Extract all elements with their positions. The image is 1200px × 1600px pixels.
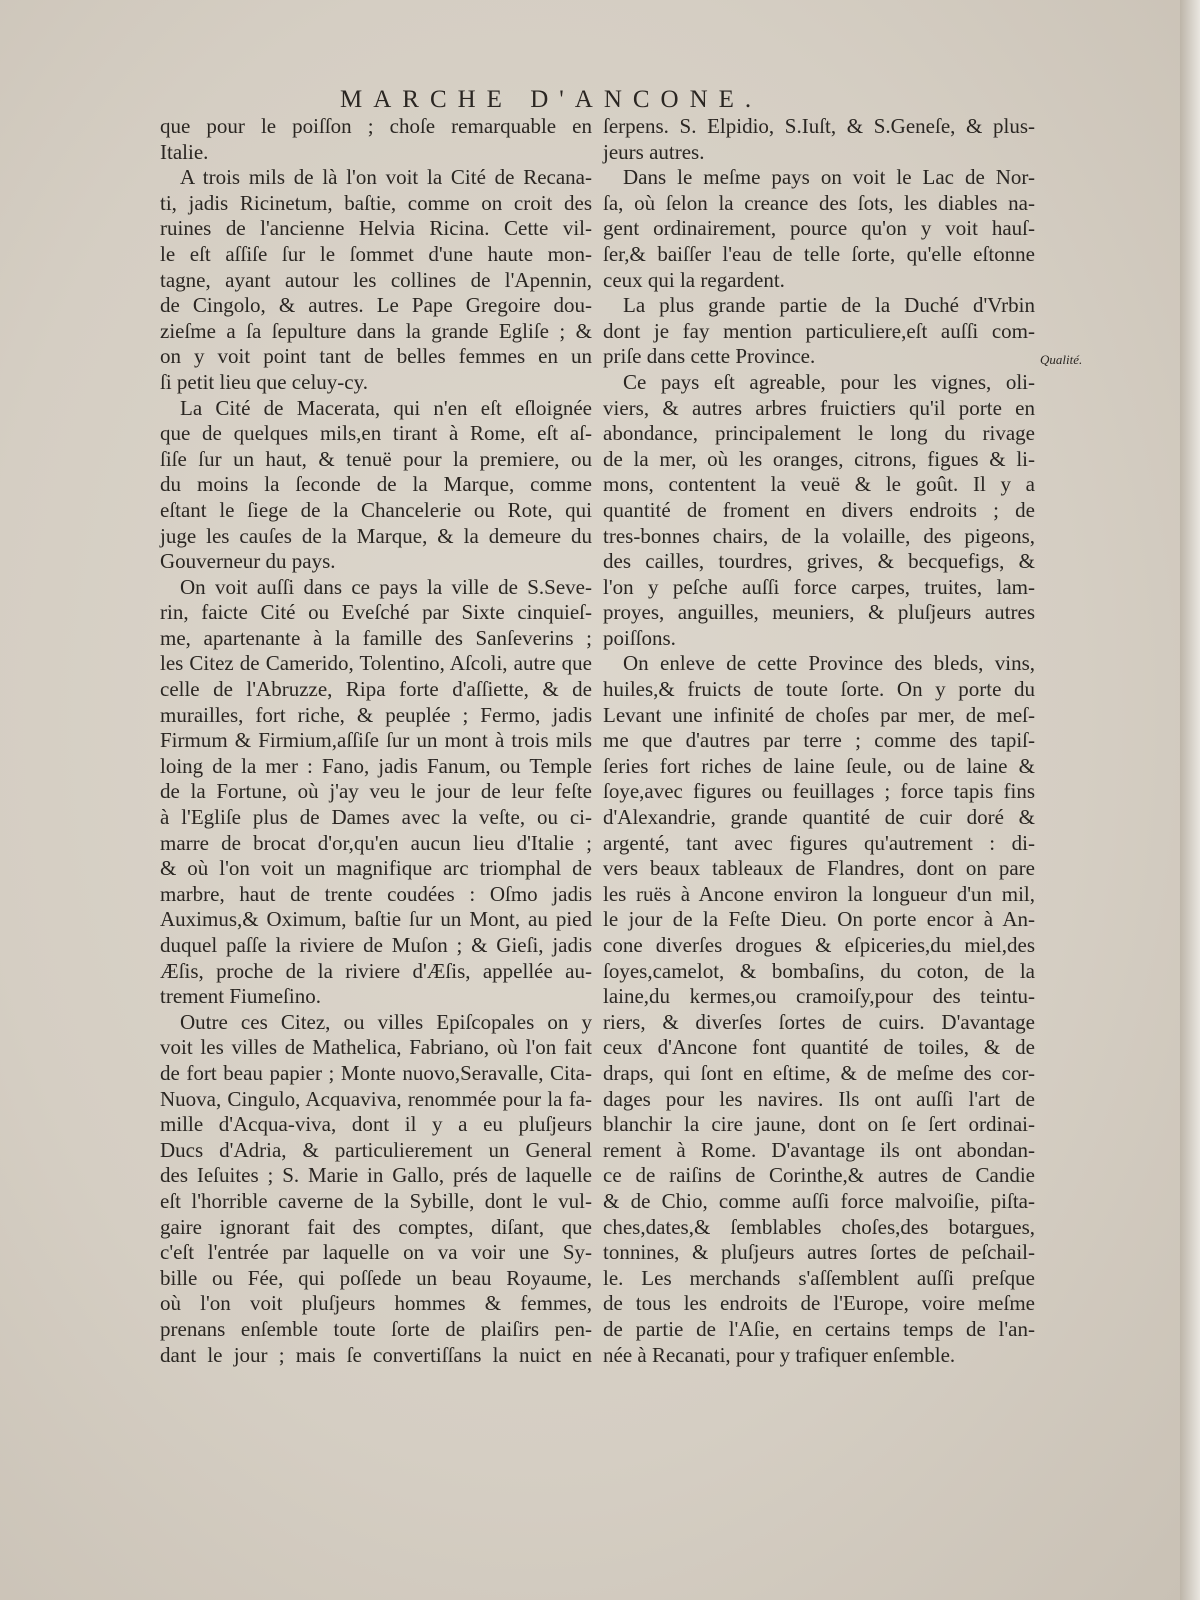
text-line: dages pour les navires. Ils ont auſſi l'art de: [603, 1086, 1035, 1111]
text-line: juge les cauſes de la Marque, & la demeure du: [160, 523, 592, 548]
text-line: draps, qui ſont en eſtime, & de meſme des cor-: [603, 1060, 1035, 1085]
text-line: Levant une infinité de choſes par mer, de meſ-: [603, 702, 1035, 727]
text-line: de la Fortune, où j'ay veu le jour de leur feſte: [160, 779, 592, 804]
text-line: La Cité de Macerata, qui n'en eſt eſloignée: [180, 395, 592, 420]
text-line: Gouverneur du pays.: [160, 549, 336, 574]
text-line: Auximus,& Oximum, baſtie ſur un Mont, au pied: [160, 907, 592, 932]
text-line: le eſt aſſiſe ſur le ſommet d'une haute mon-: [160, 241, 592, 266]
text-line: trement Fiumeſino.: [160, 984, 321, 1009]
text-line: l'on y peſche auſſi force carpes, truites, lam-: [603, 574, 1035, 599]
text-line: Outre ces Citez, ou villes Epiſcopales on y: [180, 1009, 592, 1034]
running-head: MARCHE D'ANCONE.: [340, 86, 763, 113]
text-line: riers, & diverſes ſortes de cuirs. D'avantage: [603, 1009, 1035, 1034]
text-line: jeurs autres.: [603, 139, 705, 164]
text-line: & de Chio, comme auſſi force malvoiſie, piſta-: [603, 1188, 1035, 1213]
text-line: de fort beau papier ; Monte nuovo,Seravalle, Cita-: [160, 1060, 592, 1085]
text-line: que pour le poiſſon ; choſe remarquable en: [160, 114, 592, 138]
text-line: ce de raiſins de Corinthe,& autres de Candie: [603, 1163, 1035, 1188]
text-line: rement à Rome. D'avantage ils ont abondan-: [603, 1137, 1035, 1162]
text-line: Ce pays eſt agreable, pour les vignes, oli-: [623, 369, 1035, 394]
text-line: zieſme a ſa ſepulture dans la grande Egliſe ; &: [160, 318, 592, 343]
text-line: On enleve de cette Province des bleds, vins,: [623, 651, 1035, 676]
text-line: ſa, où ſelon la creance des ſots, les diables na-: [603, 190, 1035, 215]
text-line: gaire ignorant fait des comptes, diſant, que: [160, 1214, 592, 1239]
text-line: d'Alexandrie, grande quantité de cuir doré &: [603, 805, 1035, 830]
text-line: le. Les merchands s'aſſemblent auſſi preſque: [603, 1265, 1035, 1290]
text-line: ſerpens. S. Elpidio, S.Iuſt, & S.Geneſe, & plus-: [603, 114, 1035, 138]
text-line: ceux qui la regardent.: [603, 267, 785, 292]
text-line: A trois mils de là l'on voit la Cité de Recana-: [180, 165, 592, 190]
text-line: marre de brocat d'or,qu'en aucun lieu d'Italie ;: [160, 830, 592, 855]
text-line: ſi petit lieu que celuy-cy.: [160, 369, 368, 394]
text-line: eſt l'horrible caverne de la Sybille, dont le vul-: [160, 1188, 592, 1213]
text-line: La plus grande partie de la Duché d'Vrbin: [623, 293, 1035, 318]
text-line: On voit auſſi dans ce pays la ville de S.Seve-: [180, 574, 592, 599]
text-line: tagne, ayant autour les collines de l'Apennin,: [160, 267, 592, 292]
margin-note: Qualité.: [1040, 352, 1083, 367]
text-line: tres-bonnes chairs, de la volaille, des pigeons,: [603, 523, 1035, 548]
text-line: les Citez de Camerido, Tolentino, Aſcoli, autre que: [160, 651, 592, 676]
text-line: Æſis, proche de la riviere d'Æſis, appellée au-: [160, 958, 592, 983]
text-line: que de quelques mils,en tirant à Rome, eſt aſ-: [160, 421, 592, 446]
text-line: c'eſt l'entrée par laquelle on va voir une Sy-: [160, 1240, 592, 1265]
text-line: quantité de froment en divers endroits ; de: [603, 497, 1035, 522]
text-line: ceux d'Ancone font quantité de toiles, & de: [603, 1035, 1035, 1060]
text-line: ruines de l'ancienne Helvia Ricina. Cette vil-: [160, 216, 592, 241]
text-line: de Cingolo, & autres. Le Pape Gregoire dou-: [160, 293, 592, 318]
text-line: & où l'on voit un magnifique arc triomphal de: [160, 856, 592, 881]
text-line: où l'on voit pluſjeurs hommes & femmes,: [160, 1291, 592, 1316]
text-line: dont je fay mention particuliere,eſt auſſi com-: [603, 318, 1035, 343]
text-line: ſiſe ſur un haut, & tenuë pour la premiere, ou: [160, 446, 592, 471]
text-line: Dans le meſme pays on voit le Lac de Nor-: [623, 165, 1035, 190]
text-line: de tous les endroits de l'Europe, voire meſme: [603, 1291, 1035, 1316]
text-line: dant le jour ; mais ſe convertiſſans la nuict en: [160, 1342, 592, 1367]
text-line: tonnines, & pluſjeurs autres ſortes de peſchail-: [603, 1240, 1035, 1265]
text-line: à l'Egliſe plus de Dames avec la veſte, ou ci-: [160, 805, 592, 830]
text-line: me que d'autres par terre ; comme des tapiſ-: [603, 728, 1035, 753]
text-line: vers beaux tableaux de Flandres, dont on pare: [603, 856, 1035, 881]
text-line: duquel paſſe la riviere de Muſon ; & Gieſi, jadis: [160, 933, 592, 957]
text-line: ches,dates,& ſemblables choſes,des botargues,: [603, 1214, 1035, 1239]
text-line: les ruës à Ancone environ la longueur d'un mil,: [603, 881, 1035, 906]
text-line: loing de la mer : Fano, jadis Fanum, ou Temple: [160, 753, 592, 778]
text-line: des Ieſuites ; S. Marie in Gallo, prés de laquelle: [160, 1163, 592, 1188]
text-line: ſeries fort riches de laine ſeule, ou de laine &: [603, 753, 1035, 778]
text-line: ſer,& baiſſer l'eau de telle ſorte, qu'elle eſtonne: [603, 241, 1035, 266]
text-line: argenté, tant avec figures qu'autrement : di-: [603, 830, 1035, 855]
text-line: du moins la ſeconde de la Marque, comme: [160, 472, 592, 497]
text-line: Italie.: [160, 139, 209, 164]
text-line: de partie de l'Aſie, en certains temps de l'an-: [603, 1316, 1035, 1341]
text-line: gent ordinairement, pource qu'on y voit hauſ-: [603, 216, 1035, 241]
text-line: bille ou Fée, qui poſſede un beau Royaume,: [160, 1265, 592, 1290]
text-line: blanchir la cire jaune, dont on ſe ſert ordinai-: [603, 1112, 1035, 1137]
text-line: eſtant le ſiege de la Chancelerie ou Rote, qui: [160, 497, 592, 522]
text-line: me, apartenante à la famille des Sanſeverins ;: [160, 625, 592, 650]
text-line: le jour de la Feſte Dieu. On porte encor à An-: [603, 907, 1035, 932]
text-line: murailles, fort riche, & peuplée ; Fermo, jadis: [160, 702, 592, 727]
text-line: on y voit point tant de belles femmes en un: [160, 344, 592, 369]
text-line: ſoye,avec figures ou feuillages ; force tapis fins: [603, 779, 1035, 804]
text-line: proyes, anguilles, meuniers, & pluſjeurs autres: [603, 600, 1035, 625]
text-line: ti, jadis Ricinetum, baſtie, comme on croit des: [160, 190, 592, 215]
text-line: Firmum & Firmium,aſſiſe ſur un mont à trois mils: [160, 728, 592, 753]
text-line: Ducs d'Adria, & particulierement un General: [160, 1137, 592, 1162]
text-line: celle de l'Abruzze, Ripa forte d'aſſiette, & de: [160, 677, 592, 702]
text-line: abondance, principalement le long du rivage: [603, 421, 1035, 446]
text-line: ſoyes,camelot, & bombaſins, du coton, de la: [603, 958, 1035, 983]
text-line: prenans enſemble toute ſorte de plaiſirs pen-: [160, 1316, 592, 1341]
text-line: Nuova, Cingulo, Acquaviva, renommée pour la fa-: [160, 1086, 592, 1111]
text-line: laine,du kermes,ou cramoiſy,pour des teintu-: [603, 984, 1035, 1009]
left-column: [160, 114, 592, 1368]
text-line: rin, faicte Cité ou Eveſché par Sixte cinquieſ-: [160, 600, 592, 625]
text-line: voit les villes de Mathelica, Fabriano, où l'on fait: [160, 1035, 592, 1060]
text-line: cone diverſes drogues & eſpiceries,du miel,des: [603, 933, 1035, 957]
text-line: priſe dans cette Province.: [603, 344, 816, 369]
page-edge: [1180, 0, 1200, 1600]
text-line: viers, & autres arbres fruictiers qu'il porte en: [603, 395, 1035, 420]
text-line: huiles,& fruicts de toute ſorte. On y porte du: [603, 677, 1035, 702]
text-line: de la mer, où les oranges, citrons, figues & li-: [603, 446, 1035, 471]
text-line: née à Recanati, pour y trafiquer enſemble.: [603, 1342, 956, 1367]
text-line: poiſſons.: [603, 625, 676, 650]
right-column: [603, 114, 1035, 1368]
text-line: mille d'Acqua-viva, dont il y a eu pluſjeurs: [160, 1112, 592, 1137]
text-line: marbre, haut de trente coudées : Oſmo jadis: [160, 881, 592, 906]
text-line: des cailles, tourdres, grives, & becquefigs, &: [603, 549, 1035, 574]
text-line: mons, contentent la veuë & le goût. Il y a: [603, 472, 1035, 497]
